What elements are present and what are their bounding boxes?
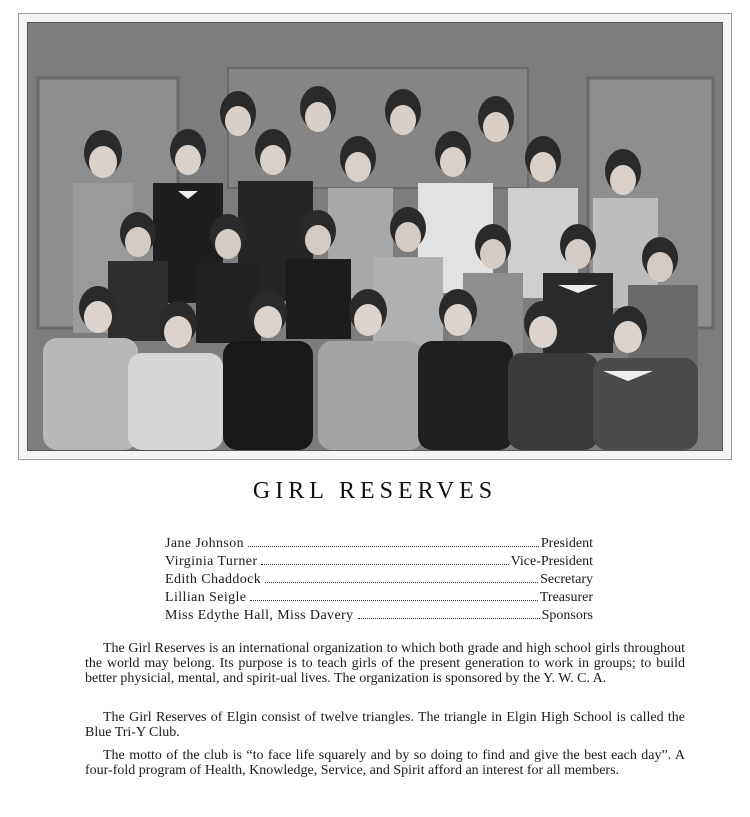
dotted-leader: [358, 617, 540, 619]
officer-name: Lillian Seigle: [165, 590, 247, 605]
paragraph-triangles: The Girl Reserves of Elgin consist of twelve triangles. The triangle in Elgin High School is called the Blue Tri-Y Club.: [85, 710, 685, 740]
officer-name: Miss Edythe Hall, Miss Davery: [165, 608, 354, 623]
officer-name: Virginia Turner: [165, 554, 258, 569]
officer-list: [165, 536, 593, 626]
group-photo: [27, 22, 723, 451]
paragraph-motto: The motto of the club is “to face life squarely and by so doing to find and give the best each day”. A four-fold program of Health, Knowledge, Service, and Spirit afford an interest for all members.: [85, 748, 685, 778]
dotted-leader: [261, 563, 508, 565]
dotted-leader: [248, 545, 539, 547]
officer-row: [165, 590, 593, 608]
officer-role: Vice-President: [510, 554, 593, 569]
officer-role: Treasurer: [539, 590, 593, 605]
officer-row: [165, 608, 593, 626]
officer-role: President: [540, 536, 593, 551]
officer-role: Sponsors: [541, 608, 593, 623]
paragraph-purpose: The Girl Reserves is an international organization to which both grade and high school girls throughout the world may belong. Its purpose is to teach girls of the present generation to work in groups; to build better physicial, mental, and spirit-ual lives. The organization is sponsored by the Y. W. C. A.: [85, 641, 685, 686]
page-title: GIRL RESERVES: [252, 478, 498, 504]
group-photo-illustration: [28, 23, 722, 450]
dotted-leader: [250, 599, 537, 601]
dotted-leader: [265, 581, 538, 583]
officer-name: Edith Chaddock: [165, 572, 262, 587]
officer-name: Jane Johnson: [165, 536, 245, 551]
group-photo-frame: [18, 13, 732, 460]
officer-row: [165, 572, 593, 590]
officer-role: Secretary: [540, 572, 593, 587]
officer-row: [165, 554, 593, 572]
officer-row: [165, 536, 593, 554]
